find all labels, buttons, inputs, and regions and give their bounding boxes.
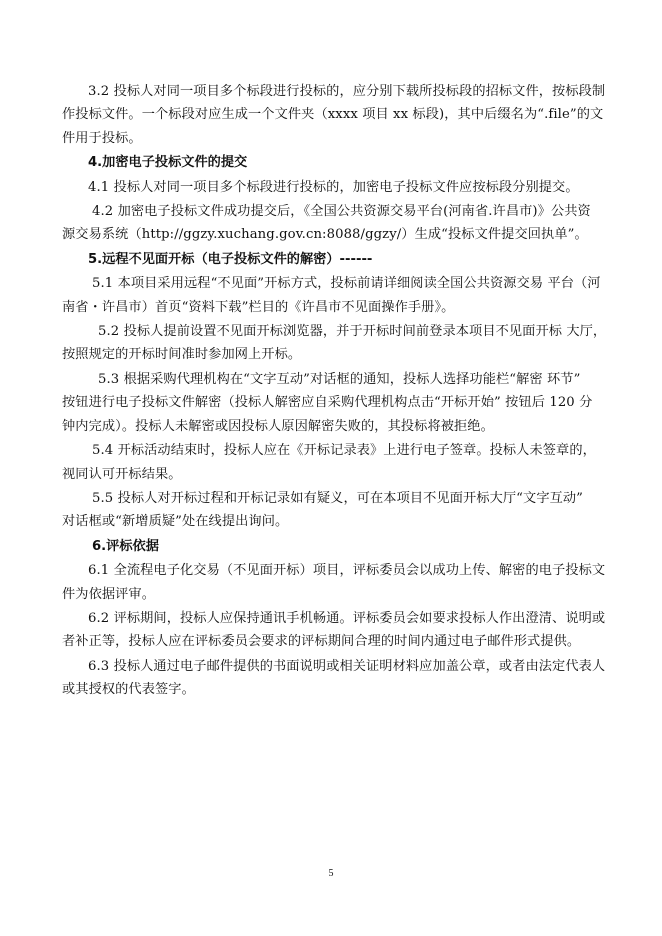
text-line: 3.2 投标人对同一项目多个标段进行投标的，应分别下载所投标段的招标文件，按标段制 [88, 84, 606, 99]
text-line: 件用于投标。 [62, 130, 142, 146]
text-line: 5.2 投标人提前设置不见面开标浏览器，并于开标时间前登录本项目不见面开标 大厅， [98, 324, 607, 340]
paragraph-5-3 [62, 368, 608, 438]
text-line: 6.2 评标期间，投标人应保持通讯手机畅通。评标委员会如要求投标人作出澄清、说明或 [88, 610, 606, 626]
paragraph-5-2 [62, 320, 608, 367]
page-number: 5 [328, 868, 334, 879]
section-heading-5: 5.远程不见面开标（电子投标文件的解密）------ [88, 251, 373, 267]
section-heading-4: 4.加密电子投标文件的提交 [88, 155, 248, 171]
paragraph-6-1 [62, 559, 608, 606]
text-line: 或其授权的代表签字。 [62, 682, 195, 698]
text-line: 按钮进行电子投标文件解密（投标人解密应自采购代理机构点击“开标开始” 按钮后 120 分 [62, 395, 593, 411]
paragraph-3-2 [62, 80, 608, 150]
text-line: 钟内完成）。投标人未解密或因投标人原因解密失败的，其投标将被拒绝。 [62, 418, 494, 434]
text-line: 5.1 本项目采用远程“不见面”开标方式，投标前请详细阅读全国公共资源交易 平台（河 [92, 276, 601, 292]
text-line: 作投标文件。一个标段对应生成一个文件夹（xxxx 项目 xx 标段)，其中后缀名为“.file”的文 [62, 107, 604, 123]
text-line: 源交易系统（http://ggzy.xuchang.gov.cn:8088/ggzy/）生成“投标文件提交回执单”。 [62, 227, 588, 243]
section-heading-6: 6.评标依据 [92, 538, 159, 554]
text-line: 5.4 开标活动结束时，投标人应在《开标记录表》上进行电子签章。投标人未签章的， [92, 443, 596, 459]
document-page [62, 80, 608, 703]
text-line: 按照规定的开标时间准时参加网上开标。 [62, 347, 302, 363]
text-line: 对话框或“新增质疑”处在线提出询问。 [62, 514, 289, 530]
text-line: 者补正等，投标人应在评标委员会要求的评标期间合理的时间内通过电子邮件形式提供。 [62, 634, 581, 650]
text-line: 6.1 全流程电子化交易（不见面开标）项目，评标委员会以成功上传、解密的电子投标文 [88, 563, 606, 579]
paragraph-4-2 [62, 200, 608, 247]
paragraph-5-4 [62, 439, 608, 486]
text-line: 5.3 根据采购代理机构在“文字互动”对话框的通知，投标人选择功能栏“解密 环节” [98, 371, 581, 387]
text-line: 视同认可开标结果。 [62, 466, 182, 482]
paragraph-4-1 [88, 176, 608, 199]
paragraph-5-1 [62, 272, 608, 319]
text-line: 件为依据评审。 [62, 586, 156, 602]
text-line: 4.1 投标人对同一项目多个标段进行投标的，加密电子投标文件应按标段分别提交。 [88, 179, 579, 195]
text-line: 5.5 投标人对开标过程和开标记录如有疑义，可在本项目不见面开标大厅“文字互动” [92, 490, 584, 506]
paragraph-6-2 [62, 607, 608, 654]
paragraph-5-5 [62, 487, 608, 534]
text-line: 4.2 加密电子投标文件成功提交后，《全国公共资源交易平台(河南省.许昌市)》公共资 [92, 204, 591, 220]
text-line: 南省・许昌市）首页“资料下载”栏目的《许昌市不见面操作手册》。 [62, 299, 455, 315]
text-line: 6.3 投标人通过电子邮件提供的书面说明或相关证明材料应加盖公章，或者由法定代表人 [88, 658, 606, 674]
paragraph-6-3 [62, 655, 608, 702]
